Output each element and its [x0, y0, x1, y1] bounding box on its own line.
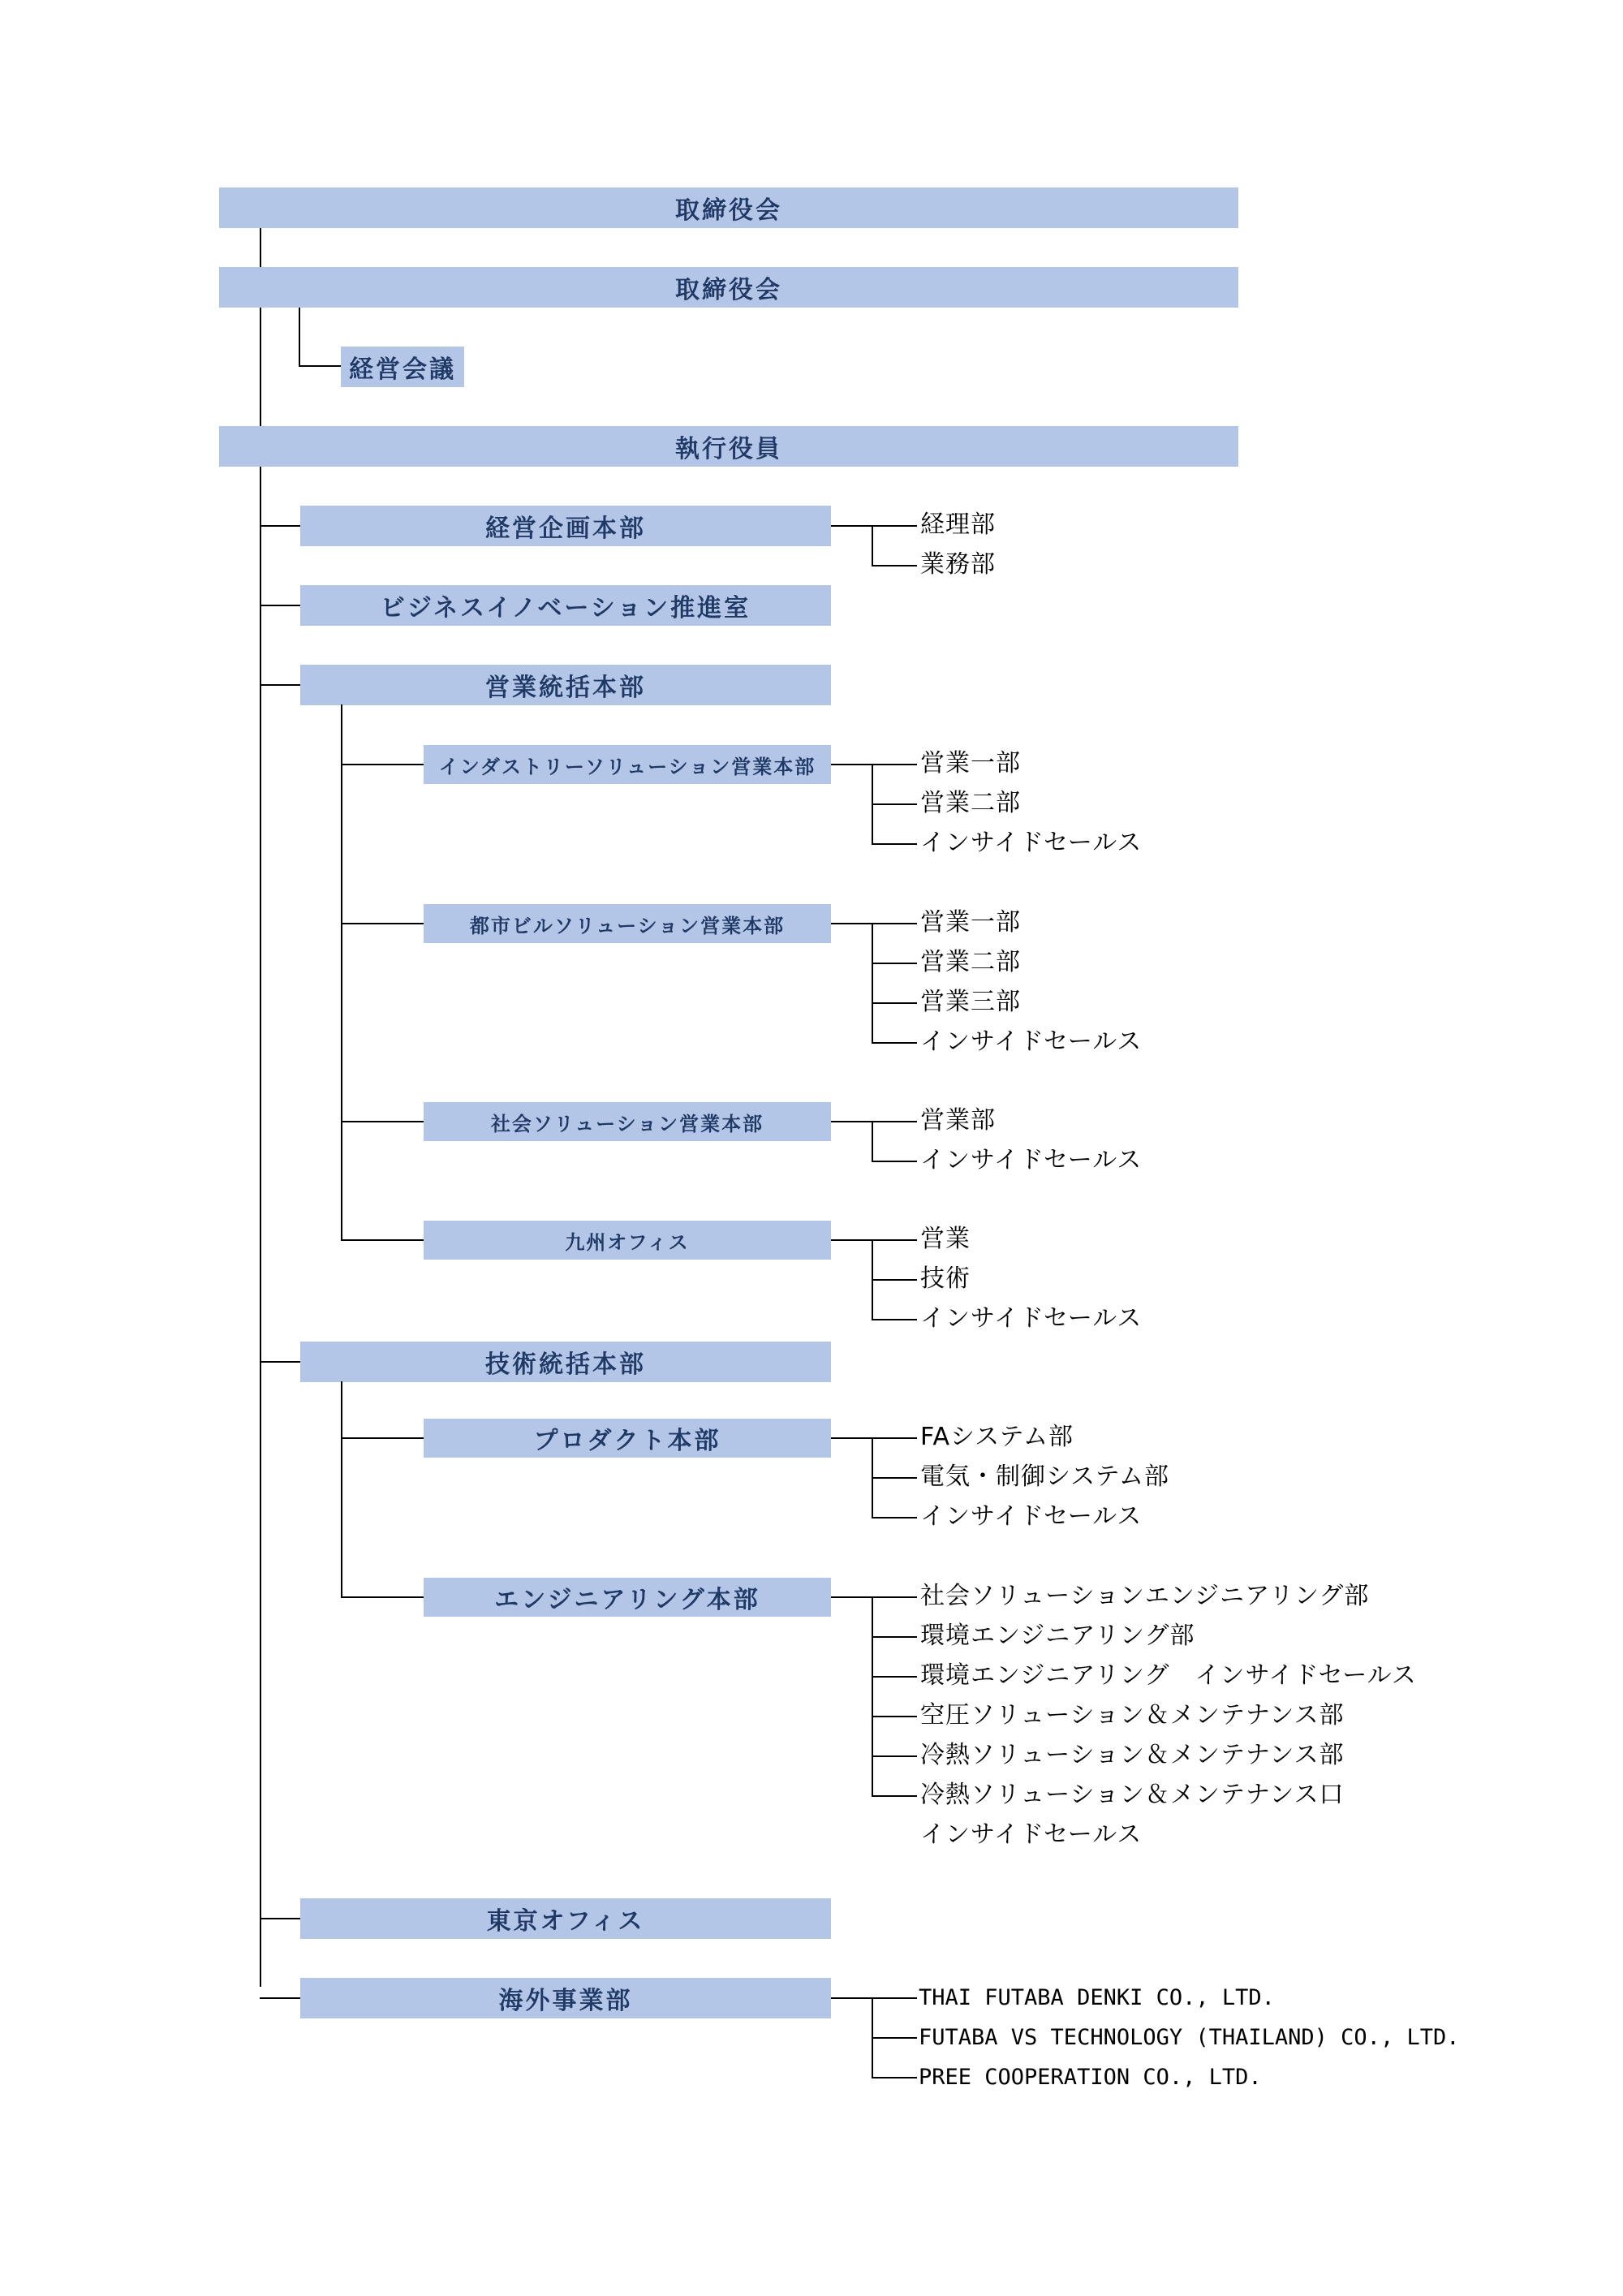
leaf-tick: [872, 843, 917, 845]
leaf-tick: [872, 1239, 917, 1241]
leaf-item: 営業一部: [920, 749, 1021, 778]
leaf-item: インサイドセールス: [920, 1502, 1143, 1531]
leaf-spine-social-sol: [872, 1121, 873, 1161]
leaf-link-engineering-div: [831, 1596, 872, 1598]
leaf-tick: [872, 1319, 917, 1320]
leaf-item: FAシステム部: [920, 1423, 1074, 1451]
leaf-tick: [872, 1596, 917, 1598]
leaf-link-industry-sol: [831, 764, 872, 765]
management-meeting-box: 経営会議: [341, 347, 464, 387]
connector-biz-innovation: [260, 605, 300, 606]
leaf-tick: [872, 1997, 917, 1999]
leaf-item: 環境エンジニアリング部: [920, 1622, 1195, 1650]
leaf-tick: [872, 1279, 917, 1281]
connector-sales-hq: [260, 684, 300, 686]
leaf-item-company: PREE COOPERATION CO., LTD.: [919, 2065, 1262, 2090]
leaf-link-urban-building: [831, 923, 872, 924]
leaf-item: 冷熱ソリューション＆メンテナンス口: [920, 1781, 1345, 1809]
sales-subspine: [341, 704, 342, 1240]
leaf-spine-corp-planning: [872, 525, 873, 566]
leaf-tick: [872, 1002, 917, 1004]
connector-industry-sol: [341, 764, 424, 765]
leaf-item: インサイドセールス: [920, 829, 1143, 857]
leaf-tick: [872, 1121, 917, 1122]
leaf-item: 社会ソリューションエンジニアリング部: [920, 1582, 1370, 1610]
leaf-item: インサイドセールス: [920, 1027, 1143, 1056]
leaf-item: 環境エンジニアリング インサイドセールス: [920, 1661, 1417, 1690]
connector-engineering-div: [341, 1596, 424, 1598]
leaf-item: 営業二部: [920, 789, 1021, 817]
spine-board: [260, 227, 261, 268]
connector-product-div: [341, 1437, 424, 1439]
board-of-directors-box-2: 取締役会: [219, 267, 1238, 308]
sales-hq-box: 営業統括本部: [300, 665, 831, 705]
leaf-tick: [872, 1755, 917, 1757]
leaf-tick: [872, 1477, 917, 1479]
leaf-tick: [872, 1676, 917, 1678]
social-sol-box: 社会ソリューション営業本部: [424, 1102, 831, 1141]
leaf-tick: [872, 1161, 917, 1162]
engineering-div-box: エンジニアリング本部: [424, 1578, 831, 1617]
leaf-spine-urban-building: [872, 923, 873, 1043]
leaf-link-social-sol: [831, 1121, 872, 1122]
tech-subspine: [341, 1381, 342, 1597]
leaf-tick: [872, 923, 917, 924]
leaf-link-corp-planning: [831, 525, 872, 527]
leaf-item: インサイドセールス: [920, 1146, 1143, 1174]
leaf-item: 空圧ソリューション＆メンテナンス部: [920, 1701, 1345, 1730]
connector-social-sol: [341, 1121, 424, 1122]
leaf-item: 冷熱ソリューション＆メンテナンス部: [920, 1741, 1345, 1769]
leaf-item: 営業三部: [920, 988, 1021, 1016]
connector-tokyo-office: [260, 1918, 300, 1919]
leaf-link-product-div: [831, 1437, 872, 1439]
leaf-tick: [872, 1437, 917, 1439]
leaf-item: 営業一部: [920, 908, 1021, 937]
connector-corp-planning: [260, 525, 300, 527]
tokyo-office-box: 東京オフィス: [300, 1898, 831, 1939]
leaf-item-gyomu: 業務部: [920, 550, 996, 579]
leaf-item-company: FUTABA VS TECHNOLOGY (THAILAND) CO., LTD.: [919, 2025, 1460, 2050]
leaf-item: 電気・制御システム部: [920, 1462, 1169, 1491]
overseas-box: 海外事業部: [300, 1978, 831, 2018]
leaf-item-keiri: 経理部: [920, 510, 996, 539]
leaf-tick: [872, 1517, 917, 1518]
leaf-tick: [872, 1716, 917, 1717]
leaf-tick: [872, 1636, 917, 1638]
connector-meeting: [299, 365, 341, 367]
leaf-link-overseas: [831, 1997, 872, 1999]
leaf-tick: [872, 963, 917, 964]
kyushu-office-box: 九州オフィス: [424, 1221, 831, 1260]
leaf-tick: [872, 2037, 917, 2039]
executive-officers-box: 執行役員: [219, 426, 1238, 467]
leaf-tick: [872, 1795, 917, 1797]
leaf-item: インサイドセールス: [920, 1304, 1143, 1333]
leaf-link-kyushu: [831, 1239, 872, 1241]
connector-urban-building: [341, 923, 424, 924]
connector-tech-hq: [260, 1361, 300, 1363]
leaf-tick: [872, 803, 917, 805]
leaf-item: 技術: [920, 1264, 971, 1293]
spine-main: [260, 307, 261, 1987]
tech-hq-box: 技術統括本部: [300, 1342, 831, 1382]
leaf-tick: [872, 1042, 917, 1044]
biz-innovation-box: ビジネスイノベーション推進室: [300, 585, 831, 626]
leaf-item: インサイドセールス: [920, 1820, 1143, 1849]
spine-meeting: [299, 307, 300, 366]
urban-building-box: 都市ビルソリューション営業本部: [424, 904, 831, 943]
leaf-spine-engineering-div: [872, 1596, 873, 1795]
leaf-tick: [872, 565, 917, 566]
leaf-tick: [872, 2077, 917, 2078]
leaf-item: 営業: [920, 1225, 971, 1253]
product-div-box: プロダクト本部: [424, 1419, 831, 1458]
leaf-item-company: THAI FUTABA DENKI CO., LTD.: [919, 1985, 1275, 2010]
board-of-directors-box: 取締役会: [219, 187, 1238, 228]
corp-planning-box: 経営企画本部: [300, 506, 831, 546]
leaf-item: 営業二部: [920, 948, 1021, 976]
leaf-tick: [872, 525, 917, 527]
industry-sol-box: インダストリーソリューション営業本部: [424, 745, 831, 784]
leaf-tick: [872, 764, 917, 765]
leaf-item: 営業部: [920, 1106, 996, 1135]
connector-overseas: [260, 1997, 300, 1999]
connector-kyushu: [341, 1239, 424, 1241]
